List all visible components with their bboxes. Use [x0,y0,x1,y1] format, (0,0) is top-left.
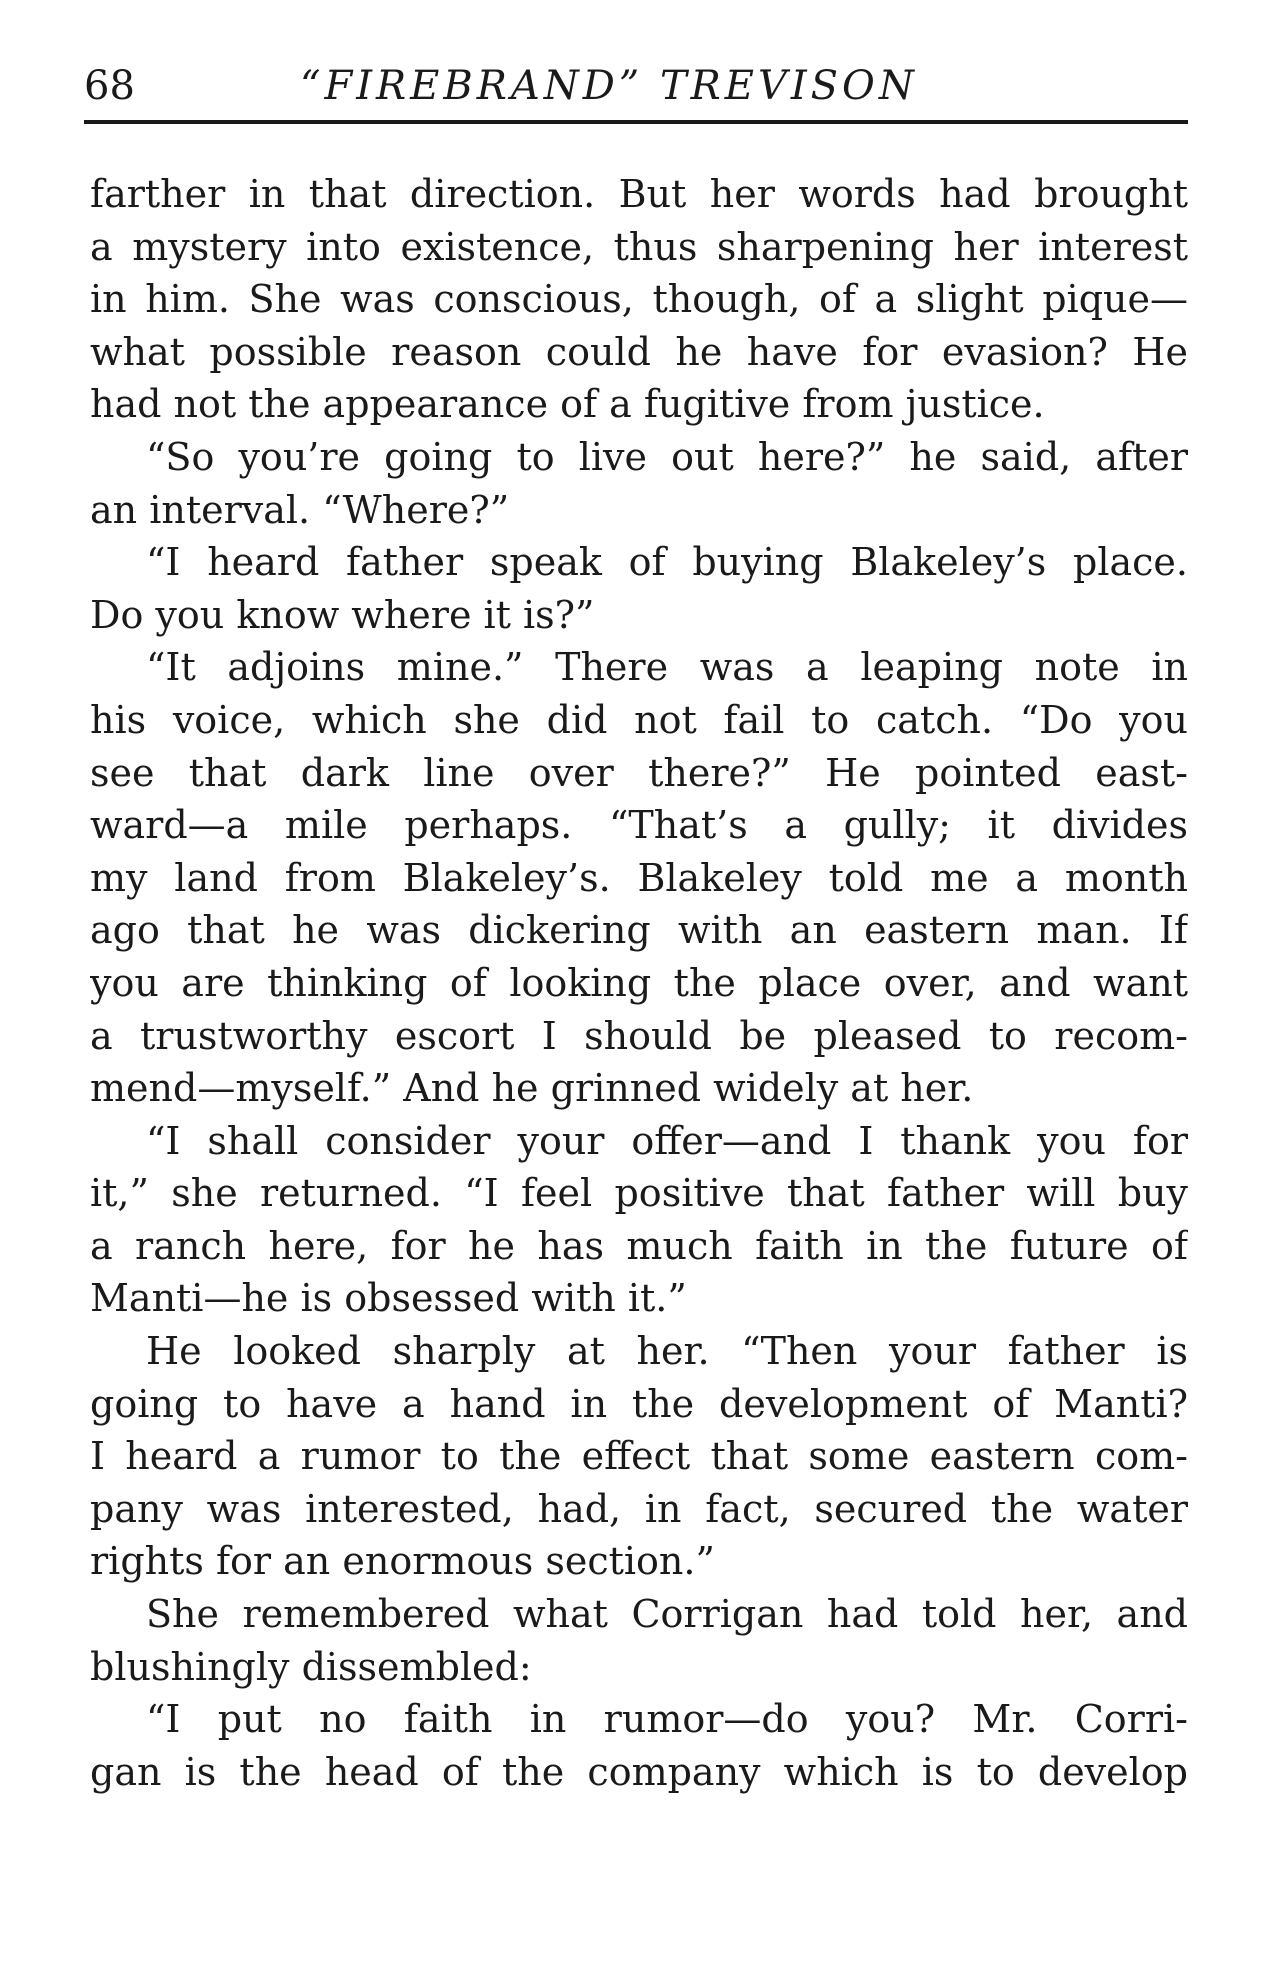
header-rule [84,120,1188,124]
text-line: rights for an enormous section.” [90,1539,715,1584]
body-text [90,168,1188,1798]
text-line: a ranch here, for he has much faith in the future of [90,1223,1188,1268]
text-line: a trustworthy escort I should be pleased to recom- [90,1013,1188,1058]
text-line: it,” she returned. “I feel positive that father will buy [90,1171,1188,1216]
text-line: a mystery into existence, thus sharpening her interest [90,224,1188,269]
page-header [84,48,1188,124]
text-line: “I heard father speak of buying Blakeley’s place. [146,540,1188,585]
running-title: “FIREBRAND” TREVISON [300,63,918,109]
page-number: 68 [84,63,135,109]
text-line: Do you know where it is?” [90,592,595,637]
text-line: She remembered what Corrigan had told her, and [146,1592,1188,1637]
text-line: farther in that direction. But her words had brought [90,172,1188,216]
text-line: my land from Blakeley’s. Blakeley told me a month [90,855,1188,900]
text-line: ward—a mile perhaps. “That’s a gully; it divides [90,803,1188,848]
text-line: gan is the head of the company which is to develop [90,1749,1188,1794]
text-line: going to have a hand in the development of Manti? [90,1381,1188,1426]
text-line: you are thinking of looking the place over, and want [90,960,1188,1005]
text-line: had not the appearance of a fugitive from justice. [90,382,1045,427]
text-line: “I shall consider your offer—and I thank you for [146,1118,1188,1163]
text-line: pany was interested, had, in fact, secured the water [90,1486,1188,1531]
text-line: mend—myself.” And he grinned widely at her. [90,1066,974,1111]
text-line: an interval. “Where?” [90,487,510,532]
text-line: He looked sharply at her. “Then your father is [146,1329,1188,1374]
text-line: Manti—he is obsessed with it.” [90,1276,687,1321]
text-line: “I put no faith in rumor—do you? Mr. Corri- [146,1697,1188,1742]
text-line: in him. She was conscious, though, of a slight pique— [90,277,1188,322]
text-line: see that dark line over there?” He pointed east- [90,750,1188,795]
text-line: what possible reason could he have for evasion? He [90,329,1188,374]
text-line: I heard a rumor to the effect that some eastern com- [90,1434,1188,1479]
text-line: “So you’re going to live out here?” he said, after [146,434,1188,479]
text-line: “It adjoins mine.” There was a leaping note in [146,645,1188,690]
text-line: his voice, which she did not fail to catch. “Do you [90,697,1188,742]
text-line: ago that he was dickering with an eastern man. If [90,908,1188,953]
text-line: blushingly dissembled: [90,1644,532,1689]
